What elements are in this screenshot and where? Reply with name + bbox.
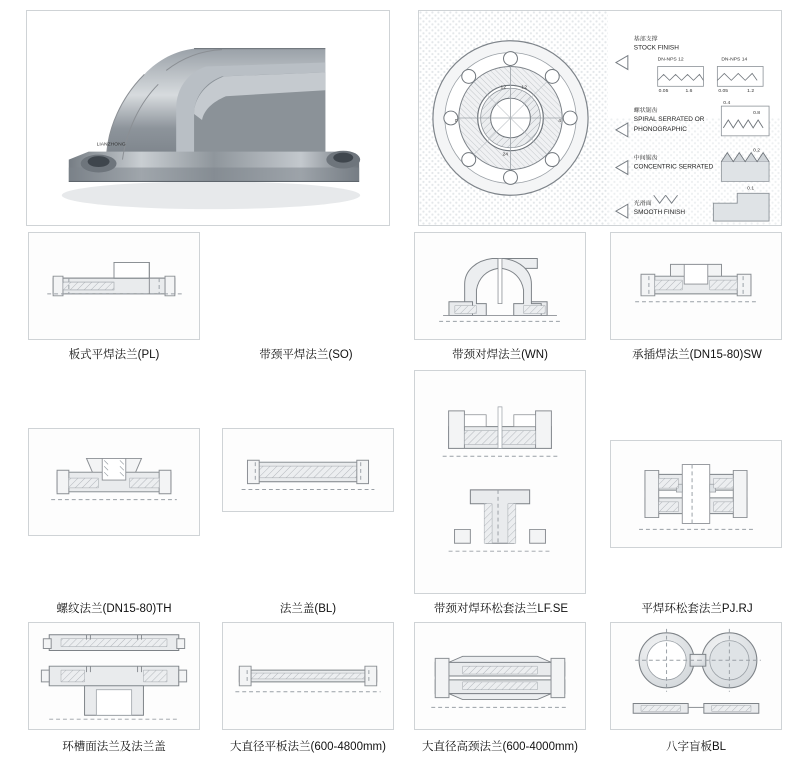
sw-svg [611, 233, 781, 339]
svg-text:0.4: 0.4 [723, 101, 731, 107]
slip-on-flange-caption: 带颈平焊法兰(SO) [259, 349, 353, 361]
flange-plan-view [433, 41, 588, 196]
svg-text:1.2: 1.2 [747, 89, 755, 95]
svg-text:12: 12 [500, 85, 507, 91]
svg-text:4: 4 [558, 118, 562, 124]
svg-text:SPIRAL SERRATED OR: SPIRAL SERRATED OR [633, 115, 705, 123]
svg-text:0.1: 0.1 [747, 186, 755, 192]
flange-face-finish-diagram [418, 10, 782, 226]
ldp-svg [223, 623, 393, 729]
threaded-flange-caption: 螺纹法兰(DN15-80)TH [56, 603, 172, 615]
th-svg [29, 429, 199, 535]
bl-svg [223, 429, 393, 511]
svg-text:LIANZHONG: LIANZHONG [96, 142, 126, 148]
blind-flange-drawing [222, 428, 394, 512]
socket-weld-flange-drawing [610, 232, 782, 340]
svg-text:24: 24 [502, 152, 509, 158]
welding-neck-flange-photo [26, 10, 390, 226]
socket-weld-flange-caption: 承插焊法兰(DN15-80)SW [632, 349, 762, 361]
wn-svg [415, 233, 585, 339]
svg-text:PHONOGRAPHIC: PHONOGRAPHIC [633, 125, 687, 133]
lap-joint-flange-drawing [414, 370, 586, 594]
svg-text:0.8: 0.8 [753, 111, 761, 117]
svg-text:STOCK FINISH: STOCK FINISH [633, 44, 679, 52]
pjrj-svg [611, 441, 781, 547]
svg-text:DN-NPS 12: DN-NPS 12 [657, 57, 684, 63]
svg-text:CONCENTRIC SERRATED: CONCENTRIC SERRATED [633, 163, 714, 171]
face-finish-svg [419, 11, 781, 225]
welding-neck-flange-caption: 带颈对焊法兰(WN) [452, 349, 548, 361]
lap-joint-flange-caption: 带颈对焊环松套法兰LF.SE [433, 603, 569, 615]
so-svg [220, 232, 392, 340]
pl-svg [29, 233, 199, 339]
lfse-svg [415, 371, 585, 593]
threaded-flange-drawing [28, 428, 200, 536]
flat-lap-joint-flange-caption: 平焊环松套法兰PJ.RJ [641, 603, 753, 615]
figure-eight-blind-drawing [610, 622, 782, 730]
figure-eight-blind-caption: 八字盲板BL [665, 741, 727, 753]
svg-text:0: 0 [454, 118, 458, 124]
blind-flange-caption: 法兰盖(BL) [279, 603, 337, 615]
svg-text:0.05: 0.05 [658, 89, 669, 95]
large-diameter-high-neck-flange-drawing [414, 622, 586, 730]
welding-neck-flange-drawing [414, 232, 586, 340]
svg-text:0.05: 0.05 [718, 89, 729, 95]
plate-flange-drawing [28, 232, 200, 340]
fig8-svg [611, 623, 781, 729]
large-diameter-high-neck-flange-caption: 大直径高颈法兰(600-4000mm) [422, 741, 578, 753]
svg-text:0.2: 0.2 [753, 148, 761, 154]
svg-text:基部支撑: 基部支撑 [633, 36, 658, 43]
svg-text:DN-NPS 14: DN-NPS 14 [721, 57, 748, 63]
svg-text:SMOOTH FINISH: SMOOTH FINISH [633, 209, 686, 217]
large-diameter-plate-flange-drawing [222, 622, 394, 730]
flat-lap-joint-flange-drawing [610, 440, 782, 548]
svg-text:光滑面: 光滑面 [633, 201, 652, 208]
ring-joint-face-flange-and-cover-drawing [28, 622, 200, 730]
large-diameter-plate-flange-caption: 大直径平板法兰(600-4800mm) [230, 741, 386, 753]
photo-wn-svg [27, 11, 389, 225]
rtj-svg [29, 623, 199, 729]
ring-joint-face-flange-and-cover-caption: 环槽面法兰及法兰盖 [62, 741, 166, 753]
plate-flange-caption: 板式平焊法兰(PL) [68, 349, 160, 361]
svg-text:12: 12 [521, 85, 527, 91]
ldn-svg [415, 623, 585, 729]
svg-text:螺状锯齿: 螺状锯齿 [633, 108, 658, 115]
lfse-upper [443, 407, 558, 456]
slip-on-flange-drawing [220, 232, 392, 340]
svg-text:中间锯齿: 中间锯齿 [633, 155, 658, 162]
svg-text:1.6: 1.6 [685, 89, 693, 95]
